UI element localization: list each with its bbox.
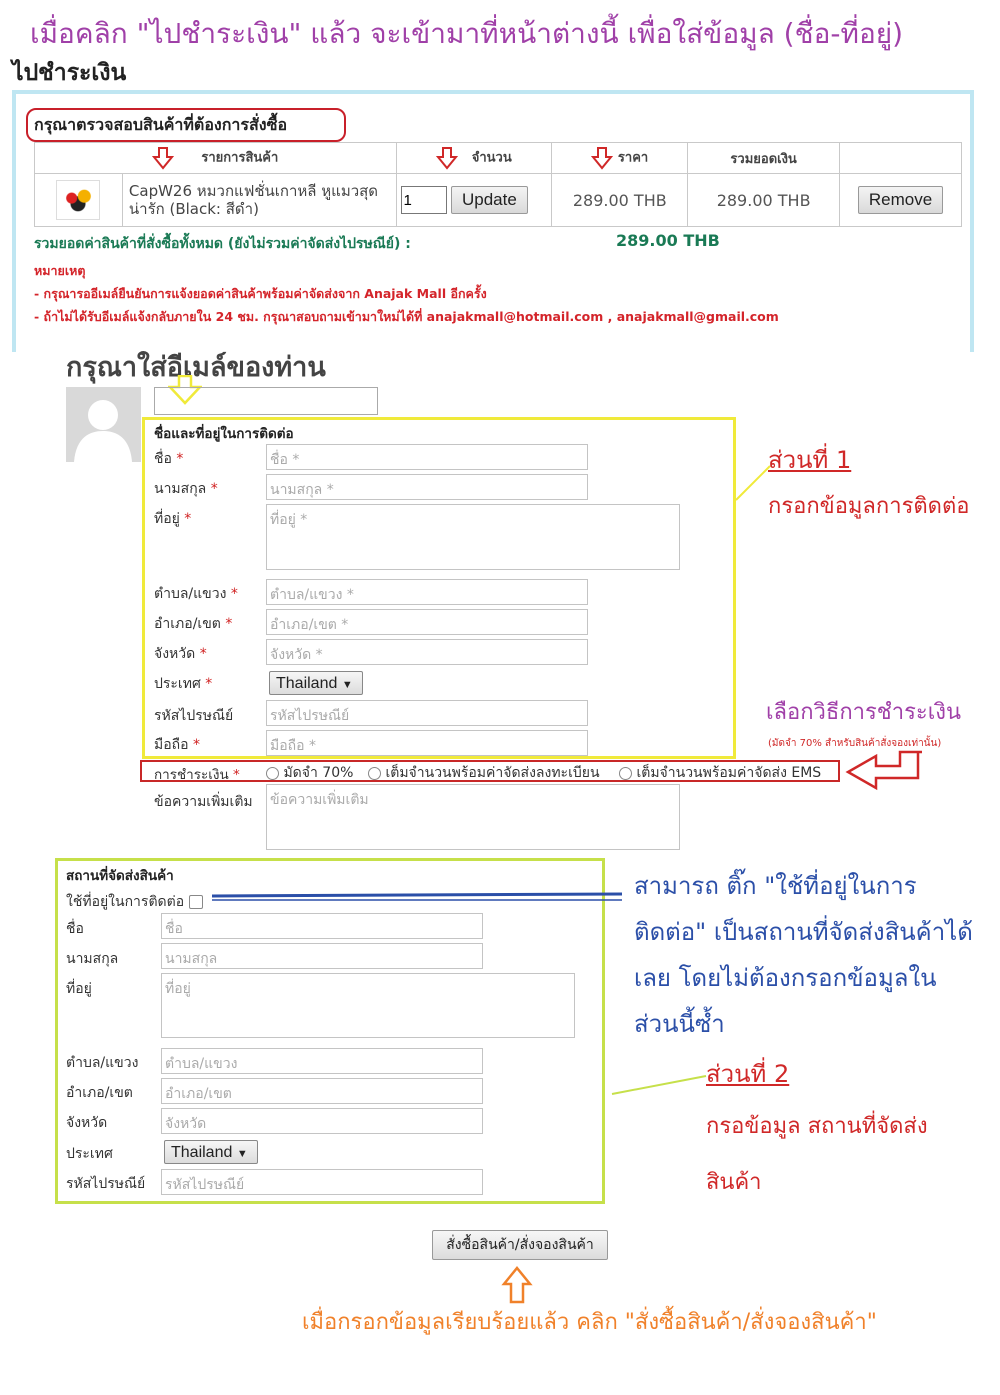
email-section-title: กรุณาใส่อีเมล์ของท่าน: [66, 352, 326, 383]
use-contact-address-option[interactable]: ใช้ที่อยู่ในการติดต่อ: [66, 891, 203, 913]
contact-postcode-input[interactable]: รหัสไปรษณีย์: [266, 700, 588, 726]
message-label: ข้อความเพิ่มเติม: [154, 794, 253, 810]
product-name[interactable]: CapW26 หมวกแฟชั่นเกาหลี หูแมวสุด: [128, 182, 379, 200]
cart-heading: กรุณาตรวจสอบสินค้าที่ต้องการสั่งซื้อ: [34, 115, 288, 134]
shipping-heading: สถานที่จัดส่งสินค้า: [66, 868, 174, 884]
part2-desc-line-2: สินค้า: [706, 1170, 762, 1195]
ship-postcode-input[interactable]: รหัสไปรษณีย์: [161, 1169, 483, 1195]
blue-annotation-line-4: ส่วนนี้ซ้ำ: [634, 1010, 725, 1038]
contact-district-input[interactable]: อำเภอ/เขต *: [266, 609, 588, 635]
col-product: รายการสินค้า: [35, 143, 397, 174]
address-label: ที่อยู่ *: [154, 511, 192, 527]
ship-address-label: ที่อยู่: [66, 981, 92, 997]
ship-first-name-input[interactable]: ชื่อ: [161, 913, 483, 939]
postcode-label: รหัสไปรษณีย์: [154, 708, 234, 724]
payment-option-registered[interactable]: เต็มจำนวนพร้อมค่าจัดส่งลงทะเบียน: [368, 762, 600, 784]
ship-subdistrict-label: ตำบล/แขวง: [66, 1055, 139, 1071]
note-line-2: - ถ้าไม่ได้รับอีเมล์แจ้งกลับภายใน 24 ชม. กรุณาสอบถามเข้ามาใหม่ได้ที่ anajakmall@hotmail.com , anajakmall@gmail.com: [34, 309, 779, 324]
part2-connector: [612, 1076, 706, 1094]
note-title: หมายเหตุ: [34, 263, 86, 278]
remove-button[interactable]: Remove: [858, 186, 943, 214]
part2-desc-line-1: กรอข้อมูล สถานที่จัดส่ง: [706, 1114, 928, 1139]
col-subtotal: รวมยอดเงิน: [688, 143, 840, 174]
update-button[interactable]: Update: [451, 186, 528, 214]
blue-arrow-left-icon: [212, 894, 622, 896]
ship-first-name-label: ชื่อ: [66, 921, 84, 937]
bottom-instruction: เมื่อกรอกข้อมูลเรียบร้อยแล้ว คลิก "สั่งซื้อสินค้า/สั่งจองสินค้า": [302, 1310, 877, 1335]
contact-address-textarea[interactable]: ที่อยู่ *: [266, 504, 680, 570]
orange-arrow-up-icon: [504, 1268, 530, 1302]
ship-province-label: จังหวัด: [66, 1115, 108, 1131]
district-label: อำเภอ/เขต *: [154, 616, 233, 632]
part1-connector: [736, 466, 770, 500]
col-price: ราคา: [552, 143, 688, 174]
item-subtotal: 289.00 THB: [688, 174, 840, 227]
payment-option-deposit[interactable]: มัดจำ 70%: [266, 762, 353, 784]
ship-postcode-label: รหัสไปรษณีย์: [66, 1176, 146, 1192]
contact-country-select[interactable]: Thailand ▼: [269, 671, 363, 695]
ship-country-select[interactable]: Thailand ▼: [164, 1140, 258, 1164]
blue-annotation-line-3: เลย โดยไม่ต้องกรอกข้อมูลใน: [634, 964, 937, 992]
ship-district-input[interactable]: อำเภอ/เขต: [161, 1078, 483, 1104]
cart-total-value: 289.00 THB: [616, 231, 720, 250]
page-title: ไปชำระเงิน: [12, 60, 127, 86]
contact-heading: ชื่อและที่อยู่ในการติดต่อ: [154, 426, 294, 442]
ship-address-textarea[interactable]: ที่อยู่: [161, 973, 575, 1038]
chevron-down-icon: ▼: [341, 679, 353, 691]
ship-district-label: อำเภอ/เขต: [66, 1085, 133, 1101]
product-variant: น่ารัก (Black: สีดำ): [128, 200, 259, 218]
mobile-label: มือถือ *: [154, 737, 200, 753]
payment-label: การชำระเงิน *: [154, 767, 240, 783]
col-qty: จำนวน: [396, 143, 552, 174]
part1-desc: กรอกข้อมูลการติดต่อ: [768, 494, 970, 519]
payment-option-ems[interactable]: เต็มจำนวนพร้อมค่าจัดส่ง EMS: [619, 762, 821, 784]
blue-annotation-line-1: สามารถ ติ๊ก "ใช้ที่อยู่ในการ: [634, 872, 917, 900]
subdistrict-label: ตำบล/แขวง *: [154, 586, 238, 602]
note-line-1: - กรุณารออีเมล์ยืนยันการแจ้งยอดค่าสินค้าพร้อมค่าจัดส่งจาก Anajak Mall อีกครั้ง: [34, 286, 487, 301]
contact-mobile-input[interactable]: มือถือ *: [266, 730, 588, 756]
payment-annotation-title: เลือกวิธีการชำระเงิน: [766, 700, 962, 725]
cart-total-label: รวมยอดค่าสินค้าที่สั่งซื้อทั้งหมด (ยังไม่รวมค่าจัดส่งไปรษณีย์) :: [34, 236, 411, 252]
message-textarea[interactable]: ข้อความเพิ่มเติม: [266, 784, 680, 850]
province-label: จังหวัด *: [154, 646, 207, 662]
red-arrow-left-icon: [848, 752, 922, 788]
chevron-down-icon: ▼: [236, 1148, 248, 1160]
part1-title: ส่วนที่ 1: [768, 446, 852, 474]
first-name-label: ชื่อ *: [154, 451, 184, 467]
ship-province-input[interactable]: จังหวัด: [161, 1108, 483, 1134]
part2-title: ส่วนที่ 2: [706, 1060, 790, 1088]
blue-annotation-line-2: ติดต่อ" เป็นสถานที่จัดส่งสินค้าได้: [634, 918, 973, 946]
ship-last-name-label: นามสกุล: [66, 951, 119, 967]
ship-country-label: ประเทศ: [66, 1146, 113, 1162]
ship-subdistrict-input[interactable]: ตำบล/แขวง: [161, 1048, 483, 1074]
instruction-headline: เมื่อคลิก "ไปชำระเงิน" แล้ว จะเข้ามาที่หน้าต่างนี้ เพื่อใส่ข้อมูล (ชื่อ-ที่อยู่): [30, 17, 904, 50]
country-label: ประเทศ *: [154, 676, 213, 692]
last-name-label: นามสกุล *: [154, 481, 218, 497]
place-order-button[interactable]: สั่งซื้อสินค้า/สั่งจองสินค้า: [432, 1230, 608, 1260]
contact-subdistrict-input[interactable]: ตำบล/แขวง *: [266, 579, 588, 605]
contact-first-name-input[interactable]: ชื่อ *: [266, 444, 588, 470]
item-price: 289.00 THB: [552, 174, 688, 227]
contact-last-name-input[interactable]: นามสกุล *: [266, 474, 588, 500]
ship-last-name-input[interactable]: นามสกุล: [161, 943, 483, 969]
contact-province-input[interactable]: จังหวัด *: [266, 639, 588, 665]
payment-annotation-note: (มัดจำ 70% สำหรับสินค้าสั่งจองเท่านั้น): [768, 738, 942, 749]
